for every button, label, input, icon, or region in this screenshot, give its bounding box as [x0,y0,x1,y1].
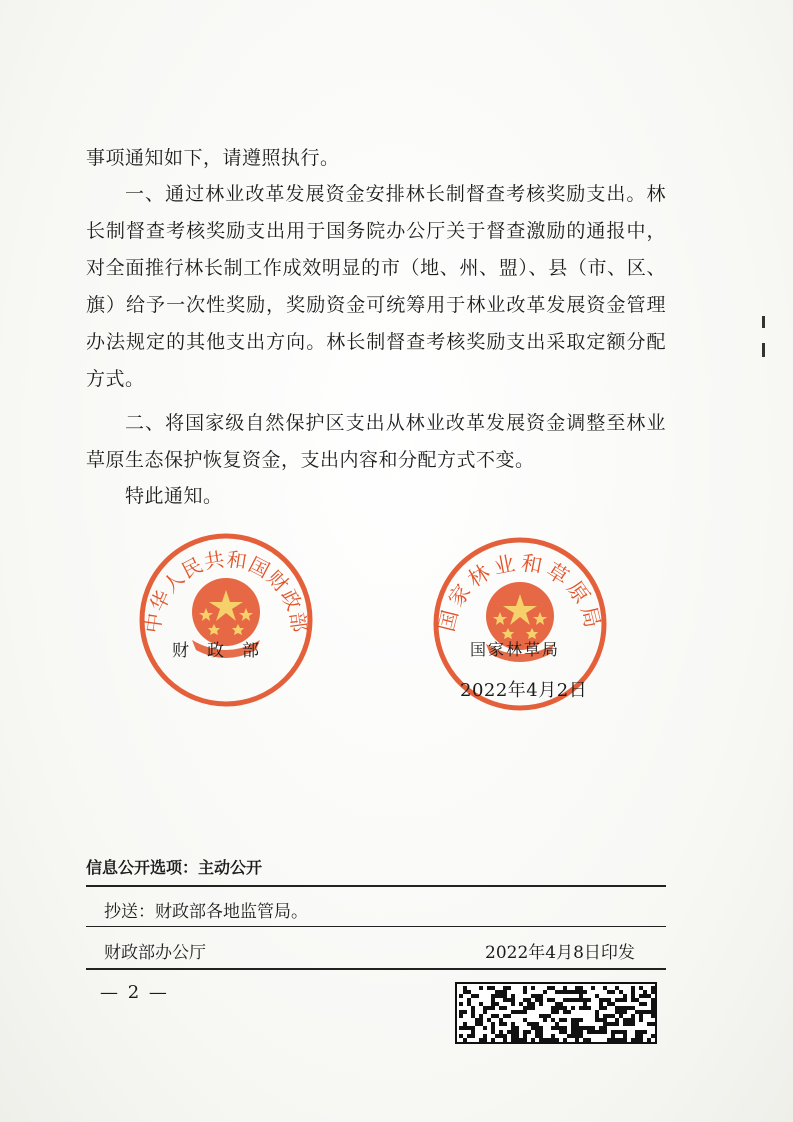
page-number: — 2 — [100,982,169,1003]
mof-seal-graphic [138,532,314,708]
mof-official-seal [138,532,314,708]
divider [86,885,666,887]
print-date: 2022年4月8日印发 [485,943,635,963]
issuing-office: 财政部办公厅 [104,943,206,963]
binding-mark [762,316,765,328]
barcode-pattern-icon [457,984,655,1042]
divider [86,968,666,970]
disclosure-option: 信息公开选项：主动公开 [86,858,263,877]
nfga-signature-name: 国家林草局 [470,640,561,659]
nfga-seal-ring-text: 国家林业和草原局 [434,550,606,634]
closing-line: 特此通知。 [125,485,223,507]
divider [86,926,666,927]
item-two-paragraph: 二、将国家级自然保护区支出从林业改革发展资金调整至林业草原生态保护恢复资金，支出内容和分配方式不变。 [86,412,666,471]
document-barcode [455,982,657,1044]
mof-seal-ring-text: 中华人民共和国财政部 [140,546,312,635]
binding-mark [762,343,765,357]
item-one-paragraph: 一、通过林业改革发展资金安排林长制督查考核奖励支出。林长制督查考核奖励支出用于国务院办公厅关于督查激励的通报中，对全面推行林长制工作成效明显的市（地、州、盟）、县（市、区、旗）给予一次性奖励，奖励资金可统筹用于林业改革发展资金管理办法规定的其他支出方向。林长制督查考核奖励支出采取定额分配方式。 [86,183,666,390]
issue-date: 2022年4月2日 [460,680,588,701]
intro-paragraph: 事项通知如下，请遵照执行。 [86,147,340,169]
mof-signature-name: 财政部 [172,641,277,661]
cc-line: 抄送：财政部各地监管局。 [104,902,308,922]
